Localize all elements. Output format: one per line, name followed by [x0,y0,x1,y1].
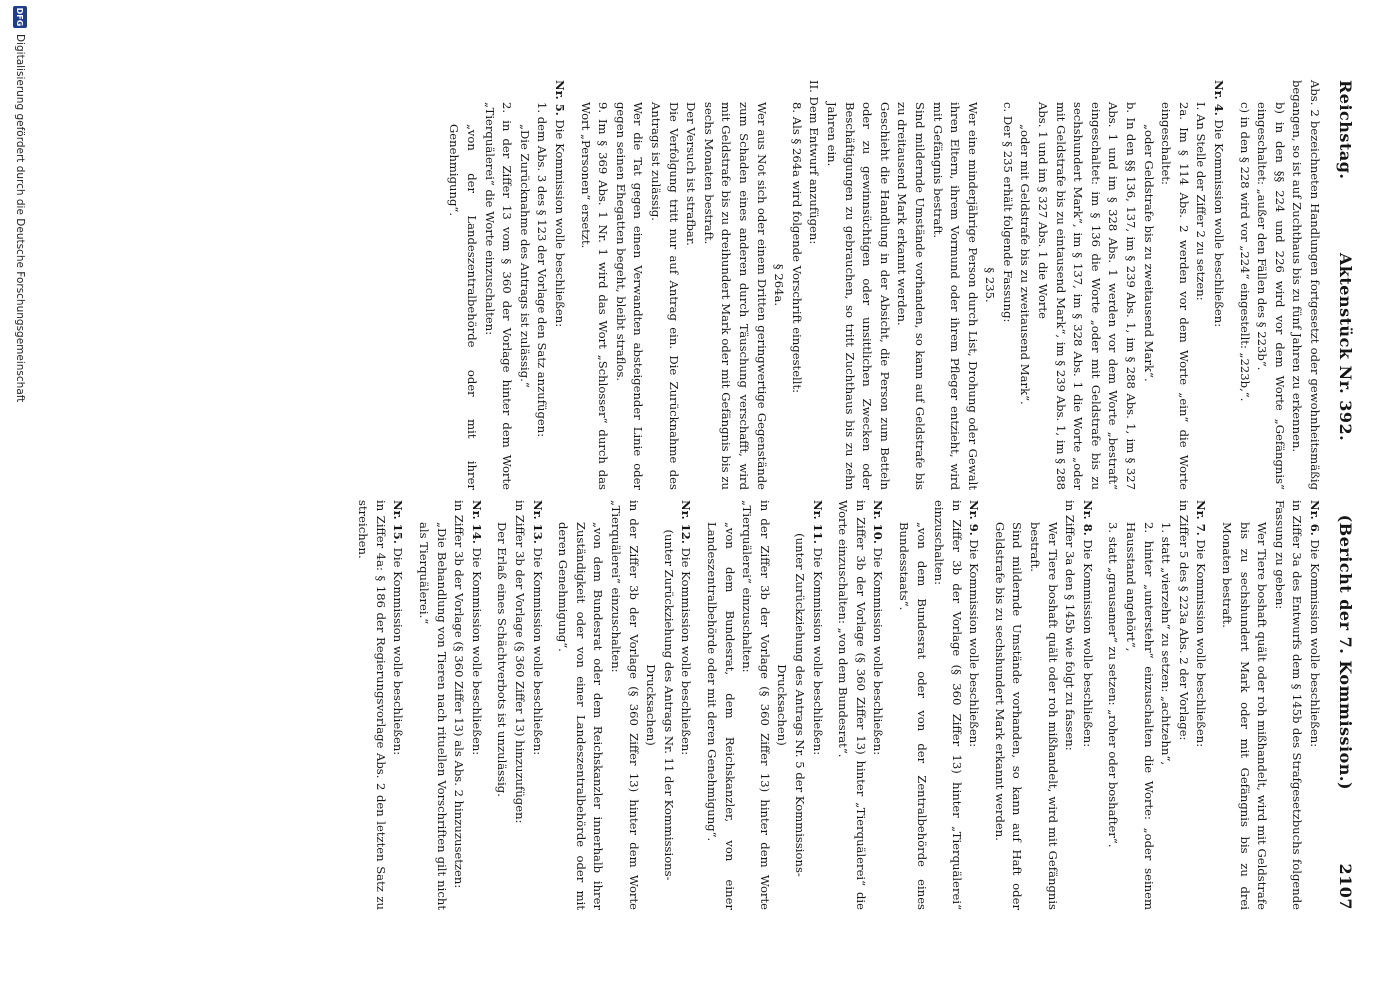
paragraph-text: § 235. [983,267,998,303]
paragraph [467,500,485,910]
paragraph [998,80,1016,490]
paragraph [510,500,528,910]
paragraph-text: Die Kommission wolle beschließen: [1308,539,1322,748]
paragraph-text: Die Kommission wolle beschließen: [1194,539,1209,748]
paragraph [1209,80,1227,490]
antrag-number: Nr. 4. [1212,80,1227,116]
paragraph-gap [694,500,702,910]
left-column [445,80,1323,490]
paragraph [990,500,1025,910]
paragraph-text: 2. in der Ziffer 13 vom § 360 der Vorlage hinter dem Worte „Tierquälerei“ die Worte einzuschalten: [482,102,515,490]
page-header [1329,80,1363,910]
paragraph [493,500,511,910]
footer-credit: Digitalisierung gefördert durch die Deutsche Forschungsgemeinschaft [14,34,26,403]
paragraph-text: Die Kommission wolle beschließen: [1212,119,1227,328]
paragraph-text: „von dem Bundesrat, dem Reichskanzler, von einer Landeszentralbehörde oder mit deren Genehmigung“. [705,522,737,910]
paragraph-text: c. Der § 235 erhält folgende Fassung: [1000,102,1015,323]
paragraph [1016,80,1034,490]
paragraph-text: in Ziffer 3b der Vorlage (§ 360 Ziffer 13) hinzuzufügen: [513,500,528,824]
dfg-logo: DFG [13,6,27,28]
paragraph-text: Wer aus Not sich oder einem Dritten geringwertige Gegenstände zum Schaden eines anderen durch Täuschung verschafft, wird mit Geldstrafe bis zu dreihundert Mark oder mit Gefängnis bis zu sechs Monaten bestraft. [701,102,769,490]
paragraph [576,80,611,490]
paragraph-text: b) in den §§ 224 und 226 wird vor dem Worte „Gefängnis“ eingeschaltet: „außer den Fällen des § 223b“. [1255,102,1287,490]
paragraph-text: in Ziffer 3b der Vorlage (§ 360 Ziffer 13) hinter „Tierquälerei“ die Worte einzuschalten: „von dem Bundesrat“. [836,500,868,910]
paragraph-text: Abs. 2 bezeichneten Handlungen fortgesetzt oder gewohnheitsmäßig begangen, so ist auf Zuchthaus bis zu fünf Jahren zu erkennen. [1290,80,1322,490]
antrag-number: Nr. 5. [553,80,568,116]
paragraph [699,80,769,490]
paragraph [738,500,773,910]
antrag-number: Nr. 15. [391,500,406,544]
paragraph-text: „oder mit Geldstrafe bis zu zweitausend Mark“. [1018,124,1033,405]
paragraph [965,500,983,910]
paragraph-text: b. In den §§ 136, 137, im § 239 Abs. 1, im § 288 Abs. 1, im § 327 Abs. 1 und im § 328 Abs. 1 werden vor dem Worte „bestraft“ eingeschaltet: im § 136 die Worte „oder mit Geldstrafe bis zu sechshundert Mark“, im § 137, im § 328 Abs. 1 die Worte „oder mit Geldstrafe bis zu eintausend Mark“, im § 239 Abs. 1, im § 288 Abs. 1 und im § 327 Abs. 1 die Worte [1036,102,1139,490]
paragraph-text: Die Kommission wolle beschließen: [679,547,694,756]
paragraph-text: Die Kommission wolle beschließen: [469,547,484,756]
paragraph [981,80,999,490]
paragraph-text: Der Erlaß eines Schächtverbots ist unzulässig. [495,522,510,797]
paragraph [822,80,892,490]
paragraph-text: „von der Landeszentralbehörde oder mit ihrer Genehmigung“. [447,124,480,490]
paragraph-text: § 264a. [772,263,787,307]
paragraph [677,500,695,910]
paragraph-text: in Ziffer 3a den § 145b wie folgt zu fassen: [1063,500,1078,751]
paragraph [515,80,533,490]
paragraph [1305,500,1323,910]
paragraph [1253,80,1288,490]
paragraph-text: Geschieht die Handlung in der Absicht, die Person zum Betteln oder zu gewinnsüchtigen oder unsittlichen Zwecken oder Beschäftigungen zu gebrauchen, so tritt Zuchthaus bis zu zehn Jahren ein. [824,102,892,490]
right-column [354,500,1323,910]
page-number: 2107 [1336,863,1356,910]
paragraph-text: 2a. Im § 114 Abs. 2 werden vor dem Worte „ein“ die Worte eingeschaltet: [1159,102,1191,490]
header-right-note: (Bericht der 7. Kommission.) [1336,514,1356,791]
paragraph [1139,80,1157,490]
antrag-number: Nr. 7. [1194,500,1209,536]
paragraph [480,80,515,490]
footer [5,0,35,1000]
antrag-number: Nr. 14. [469,500,484,544]
paragraph-text: in Ziffer 3b der Vorlage (§ 360 Ziffer 13) als Abs. 2 hinzuzusetzen: [452,500,467,889]
paragraph-text: „Die Behandlung von Tieren nach rituellen Vorschriften gilt nicht als Tierquälerei.“ [417,522,449,910]
paragraph [787,80,805,490]
paragraph [1121,500,1156,910]
paragraph [1270,500,1305,910]
paragraph-gap [1209,500,1217,910]
paragraph-gap [982,500,990,910]
paragraph [611,80,646,490]
paragraph-text: Sind mildernde Umstände vorhanden, so kann auf Geldstrafe bis zu dreitausend Mark erkannt werden. [895,102,927,490]
paragraph-text: „von dem Bundesrat oder dem Reichskanzler innerhalb ihrer Zuständigkeit oder von einer Landeszentralbehörde oder mit deren Genehmigung“. [556,522,606,910]
paragraph-gap [1227,80,1235,490]
paragraph-text: 1. dem Abs. 3 des § 123 der Vorlage den Satz anzufügen: [535,102,550,438]
paragraph-text: in der Ziffer 3b der Vorlage (§ 360 Ziffer 13) hinter dem Worte „Tierquälerei“ einzuschalten: [740,500,772,910]
paragraph [528,500,546,910]
paragraph-gap [826,500,834,910]
paragraph-text: „oder Geldstrafe bis zu zweitausend Mark“. [1141,124,1156,382]
paragraph-text: Wer Tiere boshaft quält oder roh mißhandelt, wird mit Geldstrafe bis zu sechshundert Mark oder mit Gefängnis bis zu drei Monaten bestraft. [1220,522,1270,910]
header-left: Reichstag. [1336,80,1356,180]
paragraph-text: in Ziffer 4a: § 186 der Regierungsvorlage Abs. 2 den letzten Satz zu streichen. [356,500,388,910]
paragraph-text: Wer die Tat gegen einen Verwandten absteigender Linie oder gegen seinen Ehegatten begeht, bleibt straflos. [613,102,646,490]
paragraph [445,80,480,490]
paragraph [1157,80,1192,490]
paragraph-text: Wer Tiere boshaft quält oder roh mißhandelt, wird mit Gefängnis bestraft. [1028,522,1060,910]
antrag-number: Nr. 6. [1308,500,1322,536]
paragraph [450,500,468,910]
antrag-number: Nr. 11. [810,500,825,544]
paragraph-gap [407,500,415,910]
paragraph [834,500,869,910]
paragraph-text: c) in den § 228 wird vor „224“ eingestellt: „223b,“. [1237,102,1252,402]
paragraph-text: II. Dem Entwurf anzufügen: [807,80,822,245]
paragraph-text: Die Kommission wolle beschließen: [967,539,982,748]
paragraph [894,500,929,910]
paragraph-text: „Die Zurücknahme des Antrags ist zulässig.“ [517,124,532,388]
paragraph-text: 9. Im § 369 Abs. 1 Nr. 1 wird das Wort „Schlosser“ durch das Wort „Personen“ ersetzt. [578,102,611,490]
paragraph [1034,80,1140,490]
paragraph [702,500,737,910]
paragraph [930,500,965,910]
paragraph-text: in Ziffer 5 des § 223a Abs. 2 der Vorlage: [1176,500,1191,741]
antrag-number: Nr. 12. [679,500,694,544]
paragraph [1078,500,1096,910]
paragraph-text: (unter Zurückziehung des Antrags Nr. 5 der Kommissions-Drucksachen) [775,533,807,877]
paragraph-text: Die Verfolgung tritt nur auf Antrag ein. Die Zurücknahme des Antrags ist zulässig. [649,102,681,490]
paragraph-gap [886,500,894,910]
paragraph [1174,500,1192,910]
paragraph-text: 8. Als § 264a wird folgende Vorschrift eingestellt: [789,102,804,394]
paragraph [1157,500,1175,910]
paragraph [773,500,808,910]
paragraph-text: Die Kommission wolle beschließen: [530,547,545,756]
paragraph [869,500,887,910]
paragraph [606,500,641,910]
paragraph [808,500,826,910]
paragraph-text: Der Versuch ist strafbar. [684,102,699,246]
paragraph [415,500,450,910]
paragraph [646,80,681,490]
paragraph [389,500,407,910]
paragraph [550,80,568,490]
paragraph-text: 2. hinter „unterstehr“ einzuschalten die Worte: „oder seinem Hausstand angehört“, [1124,522,1156,910]
paragraph-text: 3. statt „grausamer“ zu setzen: „roher oder boshafter“. [1106,522,1121,848]
paragraph-text: 1. statt „vierzehn“ zu setzen: „achtzehn“, [1159,522,1174,766]
paragraph-text: (unter Zurückziehung des Antrags Nr. 11 der Kommissions-Drucksachen) [644,529,676,881]
paragraph [354,500,389,910]
paragraph-text: Sind mildernde Umstände vorhanden, so kann auf Haft oder Geldstrafe bis zu sechshundert Mark erkannt werden. [992,522,1025,910]
paragraph-text: Die Kommission wolle beschließen: [553,119,568,328]
paragraph-gap [1096,500,1104,910]
paragraph [682,80,700,490]
paragraph-text: „von dem Bundesrat oder von der Zentralbehörde eines Bundesstaats“. [896,522,929,910]
paragraph [1235,80,1253,490]
paragraph-text: I. An Stelle der Ziffer 2 zu setzen: [1194,102,1209,301]
paragraph [1288,80,1323,490]
paragraph [533,80,551,490]
paragraph-gap [546,500,554,910]
paragraph-text: in der Ziffer 3b der Vorlage (§ 360 Ziffer 13) hinter dem Worte „Tierquälerei“ einzuschalten: [609,500,641,910]
paragraph-text: Die Kommission wolle beschließen: [810,547,825,756]
paragraph [1061,500,1079,910]
paragraph [928,80,981,490]
antrag-number: Nr. 9. [967,500,982,536]
paragraph-text: Die Kommission wolle beschließen: [391,547,406,756]
paragraph [1026,500,1061,910]
paragraph [893,80,928,490]
paragraph-gap [568,80,576,490]
paragraph [1192,80,1210,490]
paragraph [642,500,677,910]
paragraph [1192,500,1210,910]
header-middle: Aktenstück Nr. 392. [1336,252,1356,442]
paragraph-text: in Ziffer 3a des Entwurfs dem § 145b des Strafgesetzbuchs folgende Fassung zu geben: [1272,500,1305,910]
paragraph-gap [485,500,493,910]
antrag-number: Nr. 8. [1080,500,1095,536]
paragraph [1217,500,1270,910]
paragraph [805,80,823,490]
paragraph-text: in Ziffer 3b der Vorlage (§ 360 Ziffer 13) hinter „Tierquälerei“ einzuschalten: [932,500,964,910]
antrag-number: Nr. 10. [871,500,886,544]
paragraph [1104,500,1122,910]
paragraph [770,80,788,490]
paragraph-text: Wer eine minderjährige Person durch List, Drohung oder Gewalt ihren Eltern, ihrem Vormund oder ihrem Pfleger entzieht, wird mit Gefängnis bestraft. [930,102,980,490]
paragraph-text: Die Kommission wolle beschließen: [871,547,886,756]
paragraph-text: Die Kommission wolle beschließen: [1080,539,1095,748]
paragraph [554,500,607,910]
antrag-number: Nr. 13. [530,500,545,544]
